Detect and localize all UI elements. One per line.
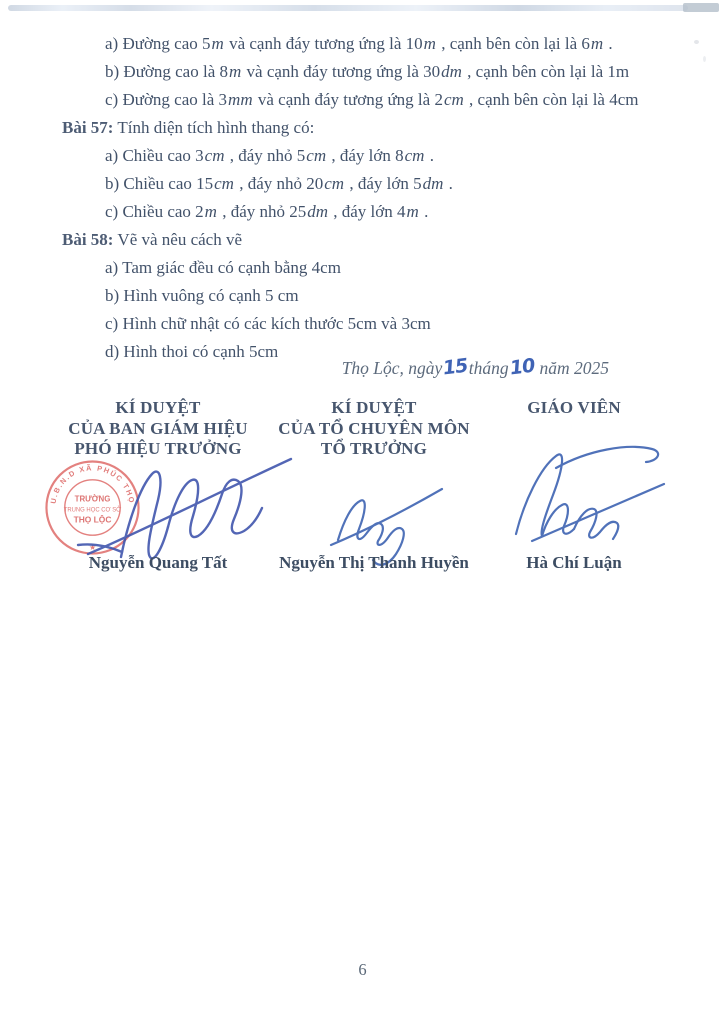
- line-text: .: [444, 174, 453, 193]
- stamp-line-1: TRƯỜNG: [74, 494, 111, 504]
- line-text: a) Đường cao 5: [105, 34, 211, 53]
- exercise-lines: [62, 30, 682, 366]
- stamp-line-3: THỌ LỘC: [73, 514, 112, 525]
- date-suffix: năm 2025: [539, 358, 609, 378]
- signature-header-line: CỦA TỔ CHUYÊN MÔN: [278, 418, 470, 438]
- section-heading: [62, 226, 682, 254]
- line-text: a) Tam giác đều có cạnh bằng 4cm: [105, 258, 341, 277]
- signature-header-line: KÍ DUYỆT: [331, 398, 417, 417]
- line-text: c) Chiều cao 2: [105, 202, 204, 221]
- signature-column-teacher: [469, 398, 679, 419]
- scan-smudge: [694, 40, 699, 44]
- unit-text: cm: [443, 90, 464, 109]
- date-line: [341, 354, 609, 383]
- line-text: c) Đường cao là 3: [105, 90, 228, 109]
- unit-text: cm: [204, 146, 225, 165]
- unit-text: m: [229, 62, 242, 81]
- line-text: , cạnh bên còn lại là 4cm: [464, 90, 639, 109]
- line-text: , đáy lớn 8: [327, 146, 404, 165]
- unit-text: cm: [324, 174, 345, 193]
- exercise-item: [62, 282, 682, 310]
- line-text: b) Hình vuông có cạnh 5 cm: [105, 286, 299, 305]
- line-text: Tính diện tích hình thang có:: [113, 118, 315, 137]
- section-heading: [62, 114, 682, 142]
- signature-header-line: TỔ TRƯỞNG: [320, 439, 428, 458]
- exercise-item: [62, 254, 682, 282]
- signature-teacher: [516, 447, 664, 541]
- line-text: và cạnh đáy tương ứng là 2: [253, 90, 443, 109]
- line-text: .: [425, 146, 434, 165]
- exercise-item: [62, 310, 682, 338]
- unit-text: m: [590, 34, 604, 53]
- scan-edge-artifact-dark: [683, 3, 719, 12]
- line-text: , đáy lớn 5: [345, 174, 422, 193]
- exercise-item: [62, 142, 682, 170]
- unit-text: m: [211, 34, 224, 53]
- section-label: Bài 58:: [62, 230, 114, 249]
- line-text: , đáy nhỏ 20: [234, 174, 324, 193]
- stamp-line-2: TRUNG HỌC CƠ SỞ: [63, 507, 122, 514]
- unit-text: cm: [404, 146, 425, 165]
- line-text: và cạnh đáy tương ứng là 30: [242, 62, 441, 81]
- school-stamp: [44, 459, 141, 556]
- stamp-ring-text: U.B.N.D XÃ PHÚC THỌ: [48, 463, 137, 505]
- section-label: Bài 57:: [62, 118, 114, 137]
- page-number: 6: [358, 960, 367, 979]
- signer-name-teacher: Hà Chí Luận: [526, 553, 622, 572]
- unit-text: dm: [307, 202, 329, 221]
- unit-text: dm: [441, 62, 462, 81]
- line-text: , đáy nhỏ 25: [217, 202, 307, 221]
- unit-text: m: [406, 202, 419, 221]
- scan-edge-artifact: [8, 5, 688, 11]
- line-text: a) Chiều cao 3: [105, 146, 204, 165]
- unit-text: dm: [422, 174, 444, 193]
- exercise-item: [62, 86, 682, 114]
- line-text: , đáy nhỏ 5: [225, 146, 306, 165]
- unit-text: cm: [306, 146, 327, 165]
- signature-column-principal: [53, 398, 263, 460]
- date-prefix: Thọ Lộc, ngày: [341, 358, 443, 378]
- signature-column-department: [269, 398, 479, 460]
- signature-header-line: PHÓ HIỆU TRƯỞNG: [74, 439, 242, 458]
- signer-name-department: Nguyễn Thị Thanh Huyền: [279, 553, 469, 572]
- line-text: , đáy lớn 4: [329, 202, 406, 221]
- exercise-item: [62, 58, 682, 86]
- line-text: c) Hình chữ nhật có các kích thước 5cm và 3cm: [105, 314, 431, 333]
- unit-text: cm: [214, 174, 234, 193]
- unit-text: m: [423, 34, 436, 53]
- signature-header-line: CỦA BAN GIÁM HIỆU: [68, 418, 248, 438]
- handwritten-day: 15: [441, 354, 469, 380]
- line-text: , cạnh bên còn lại là 6: [436, 34, 590, 53]
- signature-header-line: KÍ DUYỆT: [115, 398, 201, 417]
- line-text: d) Hình thoi có cạnh 5cm: [105, 342, 279, 361]
- line-text: , cạnh bên còn lại là 1m: [462, 62, 630, 81]
- line-text: b) Đường cao là 8: [105, 62, 229, 81]
- line-text: b) Chiều cao 15: [105, 174, 214, 193]
- exercise-item: [62, 170, 682, 198]
- line-text: Vẽ và nêu cách vẽ: [113, 230, 243, 249]
- date-mid: tháng: [468, 358, 509, 378]
- unit-text: m: [204, 202, 217, 221]
- signature-header-line: GIÁO VIÊN: [527, 398, 621, 417]
- exercise-item: [62, 30, 682, 58]
- signer-name-principal: Nguyễn Quang Tất: [88, 553, 228, 572]
- scan-smudge: [703, 56, 706, 62]
- unit-text: mm: [228, 90, 253, 109]
- line-text: .: [419, 202, 429, 221]
- line-text: và cạnh đáy tương ứng là 10: [224, 34, 423, 53]
- exercise-item: [62, 198, 682, 226]
- line-text: .: [604, 34, 613, 53]
- handwritten-month: 10: [508, 354, 536, 380]
- stamp-star-icon: ★: [88, 543, 97, 553]
